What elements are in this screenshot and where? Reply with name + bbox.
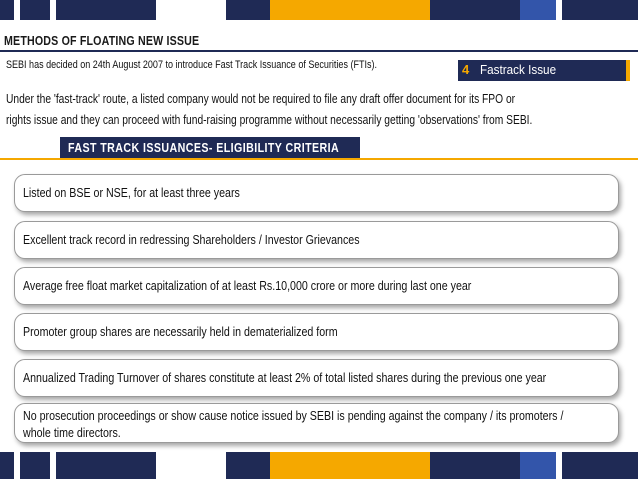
criteria-heading-bar xyxy=(60,137,360,158)
criteria-title: FAST TRACK ISSUANCES- ELIGIBILITY CRITERIA xyxy=(68,140,340,155)
criteria-item xyxy=(14,221,619,259)
bottom-decorative-band xyxy=(0,452,638,479)
slide-tag-label: Fastrack Issue xyxy=(480,62,557,77)
criteria-item-text: Annualized Trading Turnover of shares constitute at least 2% of total listed shares during the previous one year xyxy=(23,370,547,385)
title-divider xyxy=(0,50,638,52)
criteria-item xyxy=(14,174,619,212)
section-title: METHODS OF FLOATING NEW ISSUE xyxy=(4,33,200,48)
criteria-item-text: Average free float market capitalization of at least Rs.10,000 crore or more during last one year xyxy=(23,278,472,293)
intro-text: SEBI has decided on 24th August 2007 to introduce Fast Track Issuance of Securities (FTIs). xyxy=(6,59,378,71)
criteria-item xyxy=(14,403,619,443)
top-decorative-band xyxy=(0,0,638,20)
criteria-item-text: Excellent track record in redressing Shareholders / Investor Grievances xyxy=(23,232,360,247)
paragraph-line: Under the 'fast-track' route, a listed company would not be required to file any draft offer document for its FPO or xyxy=(6,92,516,106)
criteria-item xyxy=(14,359,619,397)
criteria-item xyxy=(14,267,619,305)
criteria-item-text: Promoter group shares are necessarily held in dematerialized form xyxy=(23,324,338,339)
slide-tag-number: 4 xyxy=(462,62,470,77)
criteria-divider xyxy=(0,158,638,160)
criteria-item-text: No prosecution proceedings or show cause notice issued by SEBI is pending against the company / its promoters / xyxy=(23,408,564,423)
criteria-item-text: whole time directors. xyxy=(23,425,121,440)
criteria-item xyxy=(14,313,619,351)
description-paragraph xyxy=(6,89,629,131)
criteria-item-text: Listed on BSE or NSE, for at least three years xyxy=(23,185,240,200)
slide-tag xyxy=(458,60,630,81)
paragraph-line: rights issue and they can proceed with fund-raising programme without necessarily getting 'observations' from SEBI. xyxy=(6,113,533,127)
